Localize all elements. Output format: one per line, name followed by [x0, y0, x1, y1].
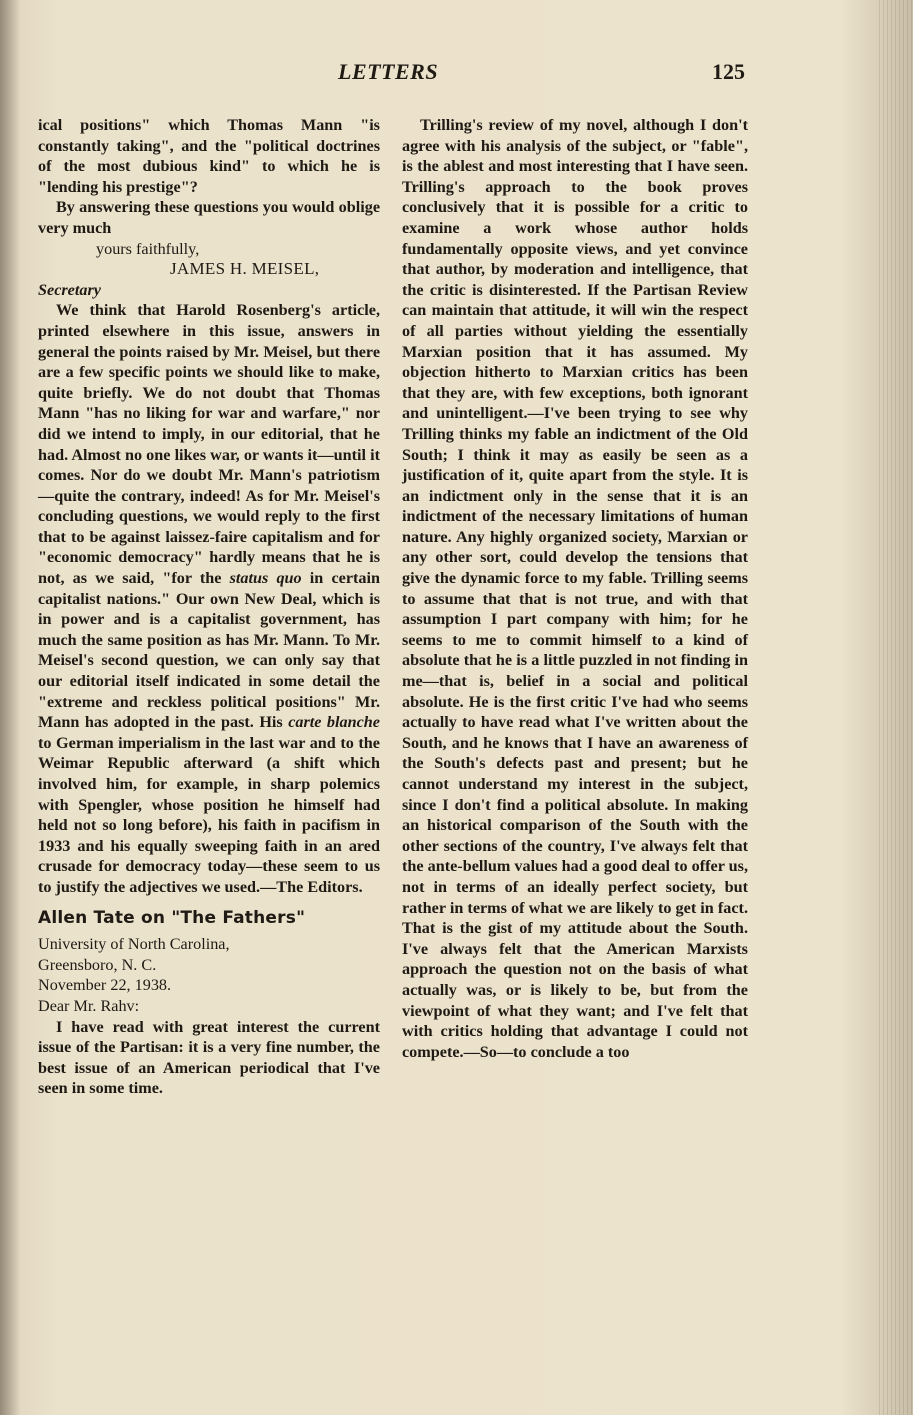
editors-reply-part-b: in certain capitalist nations." Our own New Deal, which is in power and is a capitalist government, has much the same position as has Mr. Mann. To Mr. Meisel's second question, we can only say that our editorial itself indicated in some detail the "extreme and reckless political positions" Mr. Mann has adopted in the past. His: [38, 569, 381, 732]
letter-paragraph: By answering these questions you would oblige very much: [38, 198, 380, 237]
letter-closing: yours faithfully,: [96, 239, 200, 258]
letter-date: November 22, 1938.: [38, 976, 172, 995]
address-line: University of North Carolina,: [38, 935, 230, 954]
signature-name: JAMES H. MEISEL,: [170, 259, 320, 279]
section-heading: Allen Tate on "The Fathers": [38, 907, 306, 928]
letter-continuation: ical positions" which Thomas Mann "is constantly taking", and the "political doctrines of the most dubious kind" to which he is "lending his prestige"?: [38, 116, 380, 196]
letter-paragraph: I have read with great interest the current issue of the Partisan: it is a very fine number, the best issue of an American periodical that I've seen in some time.: [38, 1017, 380, 1098]
salutation: Dear Mr. Rahv:: [38, 996, 140, 1015]
page-number: 125: [712, 59, 745, 84]
running-header: LETTERS: [338, 59, 439, 84]
right-column: [402, 115, 748, 1062]
editors-reply-italic-1: status quo: [229, 569, 302, 588]
page-edge: [879, 0, 913, 1415]
letter-body: Trilling's review of my novel, although I don't agree with his analysis of the subject, or "fable", is the ablest and most interesting that I have seen. Trilling's approach to the book proves conclusively that it is possible for a critic to examine a work whose author holds fundamentally opposite views, and yet convince that author, by moderation and intelligence, that the critic is disinterested. If the Partisan Review can maintain that attitude, it will win the respect of all parties without yielding the essentially Marxian position that it has assumed. My objection hitherto to Marxian critics has been that they are, with few exceptions, both ignorant and unintelligent.—I've been trying to see why Trilling thinks my fable an indictment of the Old South; I think it may as easily be seen as a justification of it, quite apart from the style. It is an indictment only in the sense that it is an indictment of the necessary limitations of human nature. Any highly organized society, Marxian or any other sort, could develop the tensions that give the dynamic force to my fable. Trilling seems to assume that that is not true, and with that assumption I part company with him; for he seems to me to commit himself to a kind of absolute that he is a little puzzled in not finding in me—that is, belief in a social and political absolute. He is the first critic I've had who seems actually to have read what I've written about the South, and he knows that I have an awareness of the South's defects past and present; but he cannot understand my interest in the subject, since I don't find a political absolute. In making an historical comparison of the South with the other sections of the country, I've always felt that the ante-bellum values had a good deal to offer us, not in terms of an ideally perfect society, but rather in terms of what we are likely to get in fact. That is the gist of my attitude about the South. I've always felt that the American Marxists approach the question not on the basis of what actually was, or is likely to be, but from the viewpoint of what they want; and I've felt that with critics holding that advantage I could not compete.—So—to conclude a too: [402, 116, 748, 1061]
address-line: Greensboro, N. C.: [38, 955, 157, 974]
editors-reply-part-a: We think that Harold Rosenberg's article, printed elsewhere in this issue, answers in general the points raised by Mr. Meisel, but there are a few specific points we should like to make, quite briefly. We do not doubt that Thomas Mann "has no liking for war and warfare," nor did we intend to imply, in our editorial, that he had. Almost no one likes war, or wants it—until it comes. Nor do we doubt Mr. Mann's patriotism—quite the contrary, indeed! As for Mr. Meisel's concluding questions, we would reply to the first that to be against laissez-faire capitalism and for "economic democracy" hardly means that he is not, as we said, "for the: [38, 301, 380, 588]
left-column: [38, 115, 380, 1099]
spine-shadow: [0, 0, 20, 1415]
editors-reply-part-c: to German imperialism in the last war and to the Weimar Republic afterward (a shift which involved him, for example, in sharp polemics with Spengler, whose position he himself had held not so long before), his faith in pacifism in 1933 and his equally sweeping faith in an ared crusade for democracy today—these seem to us to justify the adjectives we used.—The Editors.: [38, 733, 380, 896]
signature-role: Secretary: [38, 280, 101, 299]
editors-reply: [38, 300, 380, 897]
editors-reply-italic-2: carte blanche: [288, 713, 380, 732]
